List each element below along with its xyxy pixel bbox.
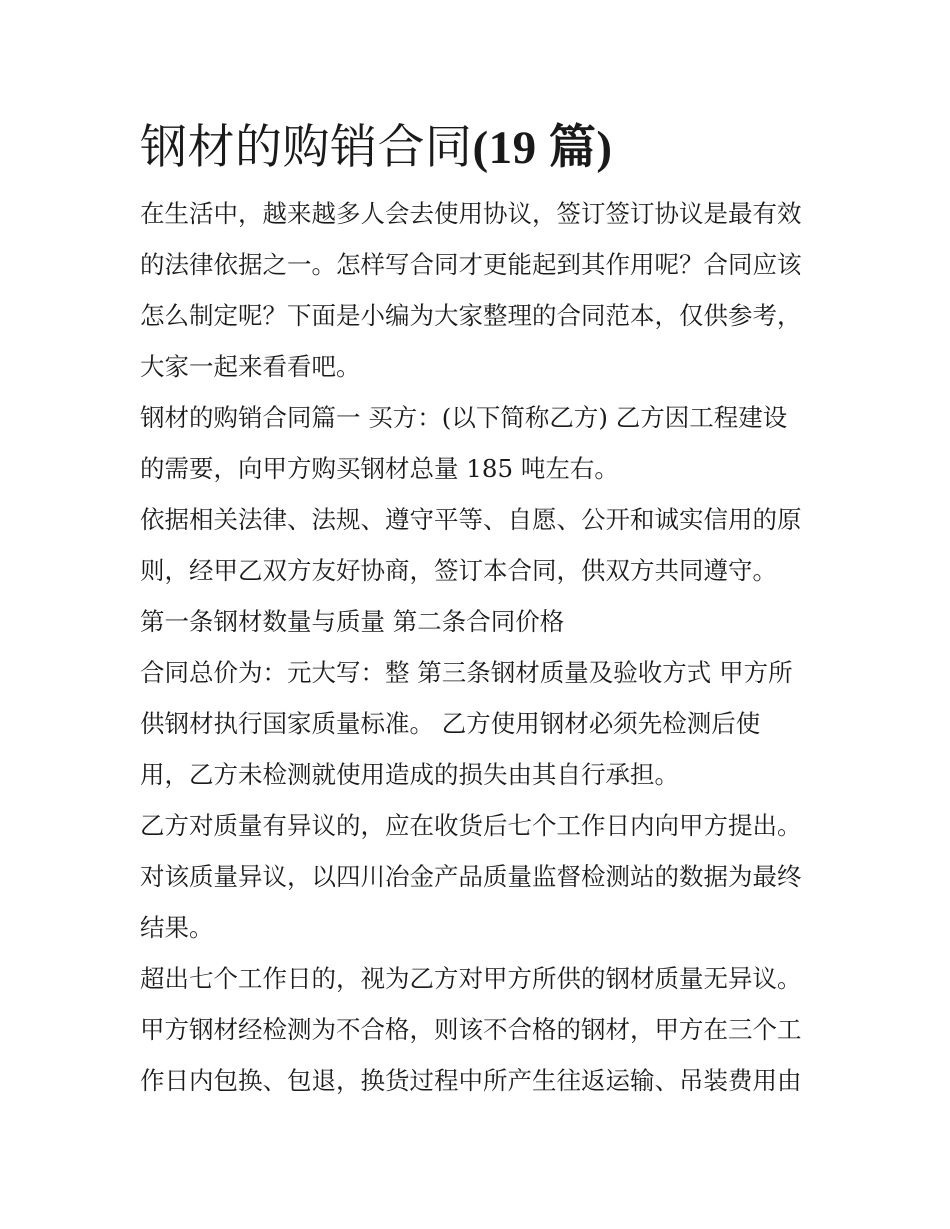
title-suffix: (19 篇): [472, 122, 613, 174]
body-line: 在生活中，越来越多人会去使用协议，签订签订协议是最有效: [140, 199, 802, 228]
body-line: 结果。: [140, 913, 214, 942]
body-line: 合同总价为：元大写：整 第三条钢材质量及验收方式 甲方所: [140, 658, 793, 687]
body-line: 超出七个工作日的，视为乙方对甲方所供的钢材质量无异议。: [140, 964, 802, 993]
body-line: 供钢材执行国家质量标准。 乙方使用钢材必须先检测后使: [140, 709, 761, 738]
document-page: [140, 108, 820, 1106]
body-line: 甲方钢材经检测为不合格，则该不合格的钢材，甲方在三个工: [140, 1015, 802, 1044]
title-main: 钢材的购销合同: [140, 120, 473, 175]
body-line: 的需要，向甲方购买钢材总量 185 吨左右。: [140, 454, 619, 483]
body-line: 作日内包换、包退，换货过程中所产生往返运输、吊装费用由: [140, 1066, 802, 1095]
body-line: 依据相关法律、法规、遵守平等、自愿、公开和诚实信用的原: [140, 505, 802, 534]
body-line: 的法律依据之一。怎样写合同才更能起到其作用呢？合同应该: [140, 250, 802, 279]
document-title: [140, 108, 820, 188]
body-line: 则，经甲乙双方友好协商，签订本合同，供双方共同遵守。: [140, 556, 777, 585]
body-line: 怎么制定呢？下面是小编为大家整理的合同范本，仅供参考，: [140, 301, 802, 330]
body-line: 钢材的购销合同篇一 买方：(以下简称乙方) 乙方因工程建设: [140, 403, 788, 432]
body-line: 用，乙方未检测就使用造成的损失由其自行承担。: [140, 760, 679, 789]
body-line: 第一条钢材数量与质量 第二条合同价格: [140, 607, 565, 636]
body-line: 对该质量异议，以四川冶金产品质量监督检测站的数据为最终: [140, 862, 802, 891]
body-line: 乙方对质量有异议的，应在收货后七个工作日内向甲方提出。: [140, 811, 802, 840]
body-line: 大家一起来看看吧。: [140, 352, 361, 381]
document-body: [140, 188, 820, 1106]
